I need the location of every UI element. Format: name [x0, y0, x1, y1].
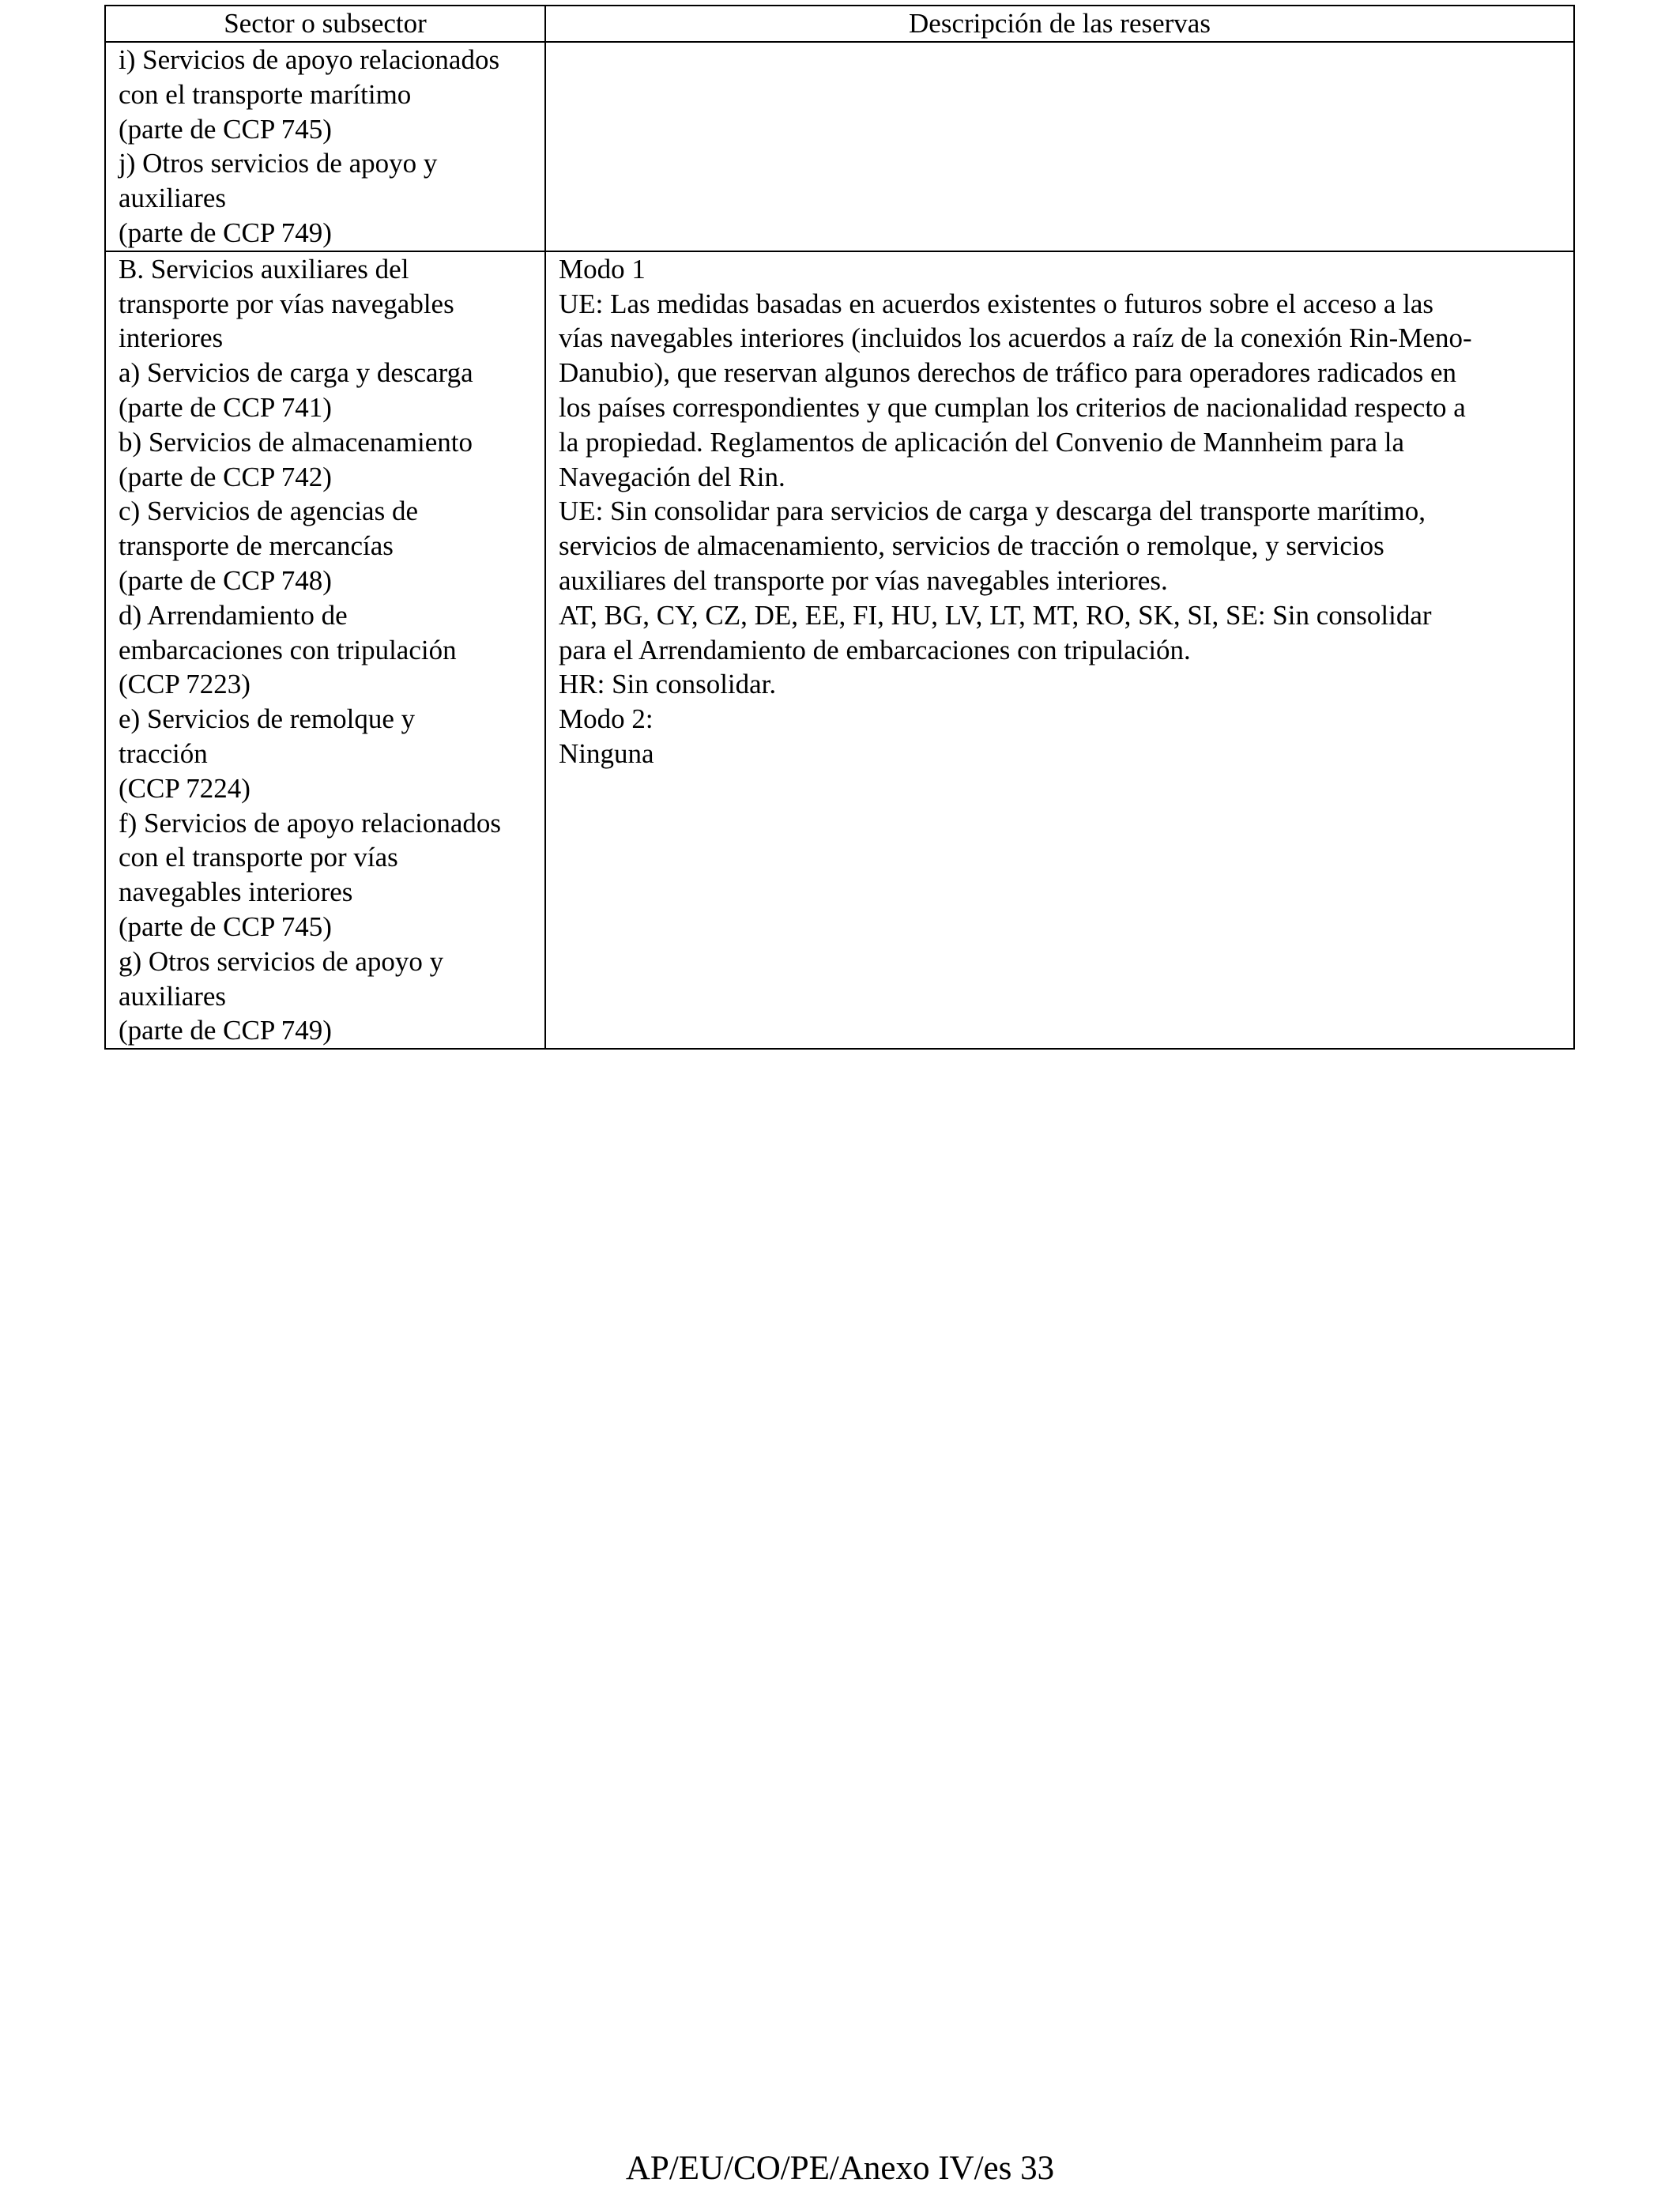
sector-line: (CCP 7224)	[119, 772, 250, 804]
sector-line: embarcaciones con tripulación	[119, 634, 457, 665]
sector-line: g) Otros servicios de apoyo y	[119, 945, 444, 977]
table-header-row	[105, 6, 1574, 42]
sector-line: (CCP 7223)	[119, 669, 250, 700]
description-line: Modo 1	[559, 253, 646, 285]
sector-line: interiores	[119, 322, 224, 354]
sector-line: (parte de CCP 741)	[119, 391, 332, 423]
sector-line: B. Servicios auxiliares del	[119, 253, 409, 285]
description-line: los países correspondientes y que cumplan los criterios de nacionalidad respecto a	[559, 391, 1466, 423]
sector-line: auxiliares	[119, 183, 227, 214]
description-cell	[545, 42, 1574, 251]
description-line: para el Arrendamiento de embarcaciones con tripulación.	[559, 634, 1191, 665]
sector-cell	[105, 42, 545, 251]
sector-line: j) Otros servicios de apoyo y	[119, 148, 438, 179]
description-line: HR: Sin consolidar.	[559, 669, 777, 700]
sector-line: con el transporte por vías	[119, 842, 398, 873]
sector-line: d) Arrendamiento de	[119, 599, 348, 631]
description-cell	[545, 251, 1574, 1049]
description-line: Ninguna	[559, 737, 654, 769]
sector-line: c) Servicios de agencias de	[119, 496, 419, 527]
header-description: Descripción de las reservas	[545, 6, 1574, 42]
sector-line: (parte de CCP 742)	[119, 461, 332, 492]
sector-line: navegables interiores	[119, 876, 353, 908]
sector-line: con el transporte marítimo	[119, 78, 412, 110]
sector-line: e) Servicios de remolque y	[119, 703, 416, 735]
description-line: la propiedad. Reglamentos de aplicación del Convenio de Mannheim para la	[559, 426, 1405, 458]
sector-cell	[105, 251, 545, 1049]
description-line: Navegación del Rin.	[559, 461, 785, 492]
description-line: AT, BG, CY, CZ, DE, EE, FI, HU, LV, LT, MT, RO, SK, SI, SE: Sin consolidar	[559, 599, 1432, 631]
sector-line: auxiliares	[119, 980, 227, 1012]
sector-line: tracción	[119, 737, 208, 769]
table-row	[105, 251, 1574, 1049]
sector-line: (parte de CCP 748)	[119, 564, 332, 596]
page-footer: AP/EU/CO/PE/Anexo IV/es 33	[625, 2150, 1055, 2187]
sector-line: (parte de CCP 749)	[119, 1015, 332, 1046]
sector-line: i) Servicios de apoyo relacionados	[119, 44, 500, 75]
sector-line: f) Servicios de apoyo relacionados	[119, 807, 502, 839]
description-line: Danubio), que reservan algunos derechos de tráfico para operadores radicados en	[559, 357, 1457, 389]
table-row	[105, 42, 1574, 251]
sector-line: (parte de CCP 745)	[119, 113, 332, 145]
sector-line: transporte de mercancías	[119, 530, 394, 562]
sector-line: (parte de CCP 749)	[119, 217, 332, 248]
header-sector: Sector o subsector	[105, 6, 545, 42]
sector-line: (parte de CCP 745)	[119, 910, 332, 942]
description-line: UE: Sin consolidar para servicios de carga y descarga del transporte marítimo,	[559, 496, 1426, 527]
sector-line: b) Servicios de almacenamiento	[119, 426, 473, 458]
sector-line: a) Servicios de carga y descarga	[119, 357, 473, 389]
description-line: auxiliares del transporte por vías navegables interiores.	[559, 564, 1168, 596]
description-line: Modo 2:	[559, 703, 654, 735]
sector-line: transporte por vías navegables	[119, 288, 454, 319]
description-line: servicios de almacenamiento, servicios de tracción o remolque, y servicios	[559, 530, 1384, 562]
reservations-table	[104, 5, 1575, 1050]
description-line: UE: Las medidas basadas en acuerdos existentes o futuros sobre el acceso a las	[559, 288, 1433, 319]
description-line: vías navegables interiores (incluidos los acuerdos a raíz de la conexión Rin-Meno-	[559, 322, 1472, 354]
